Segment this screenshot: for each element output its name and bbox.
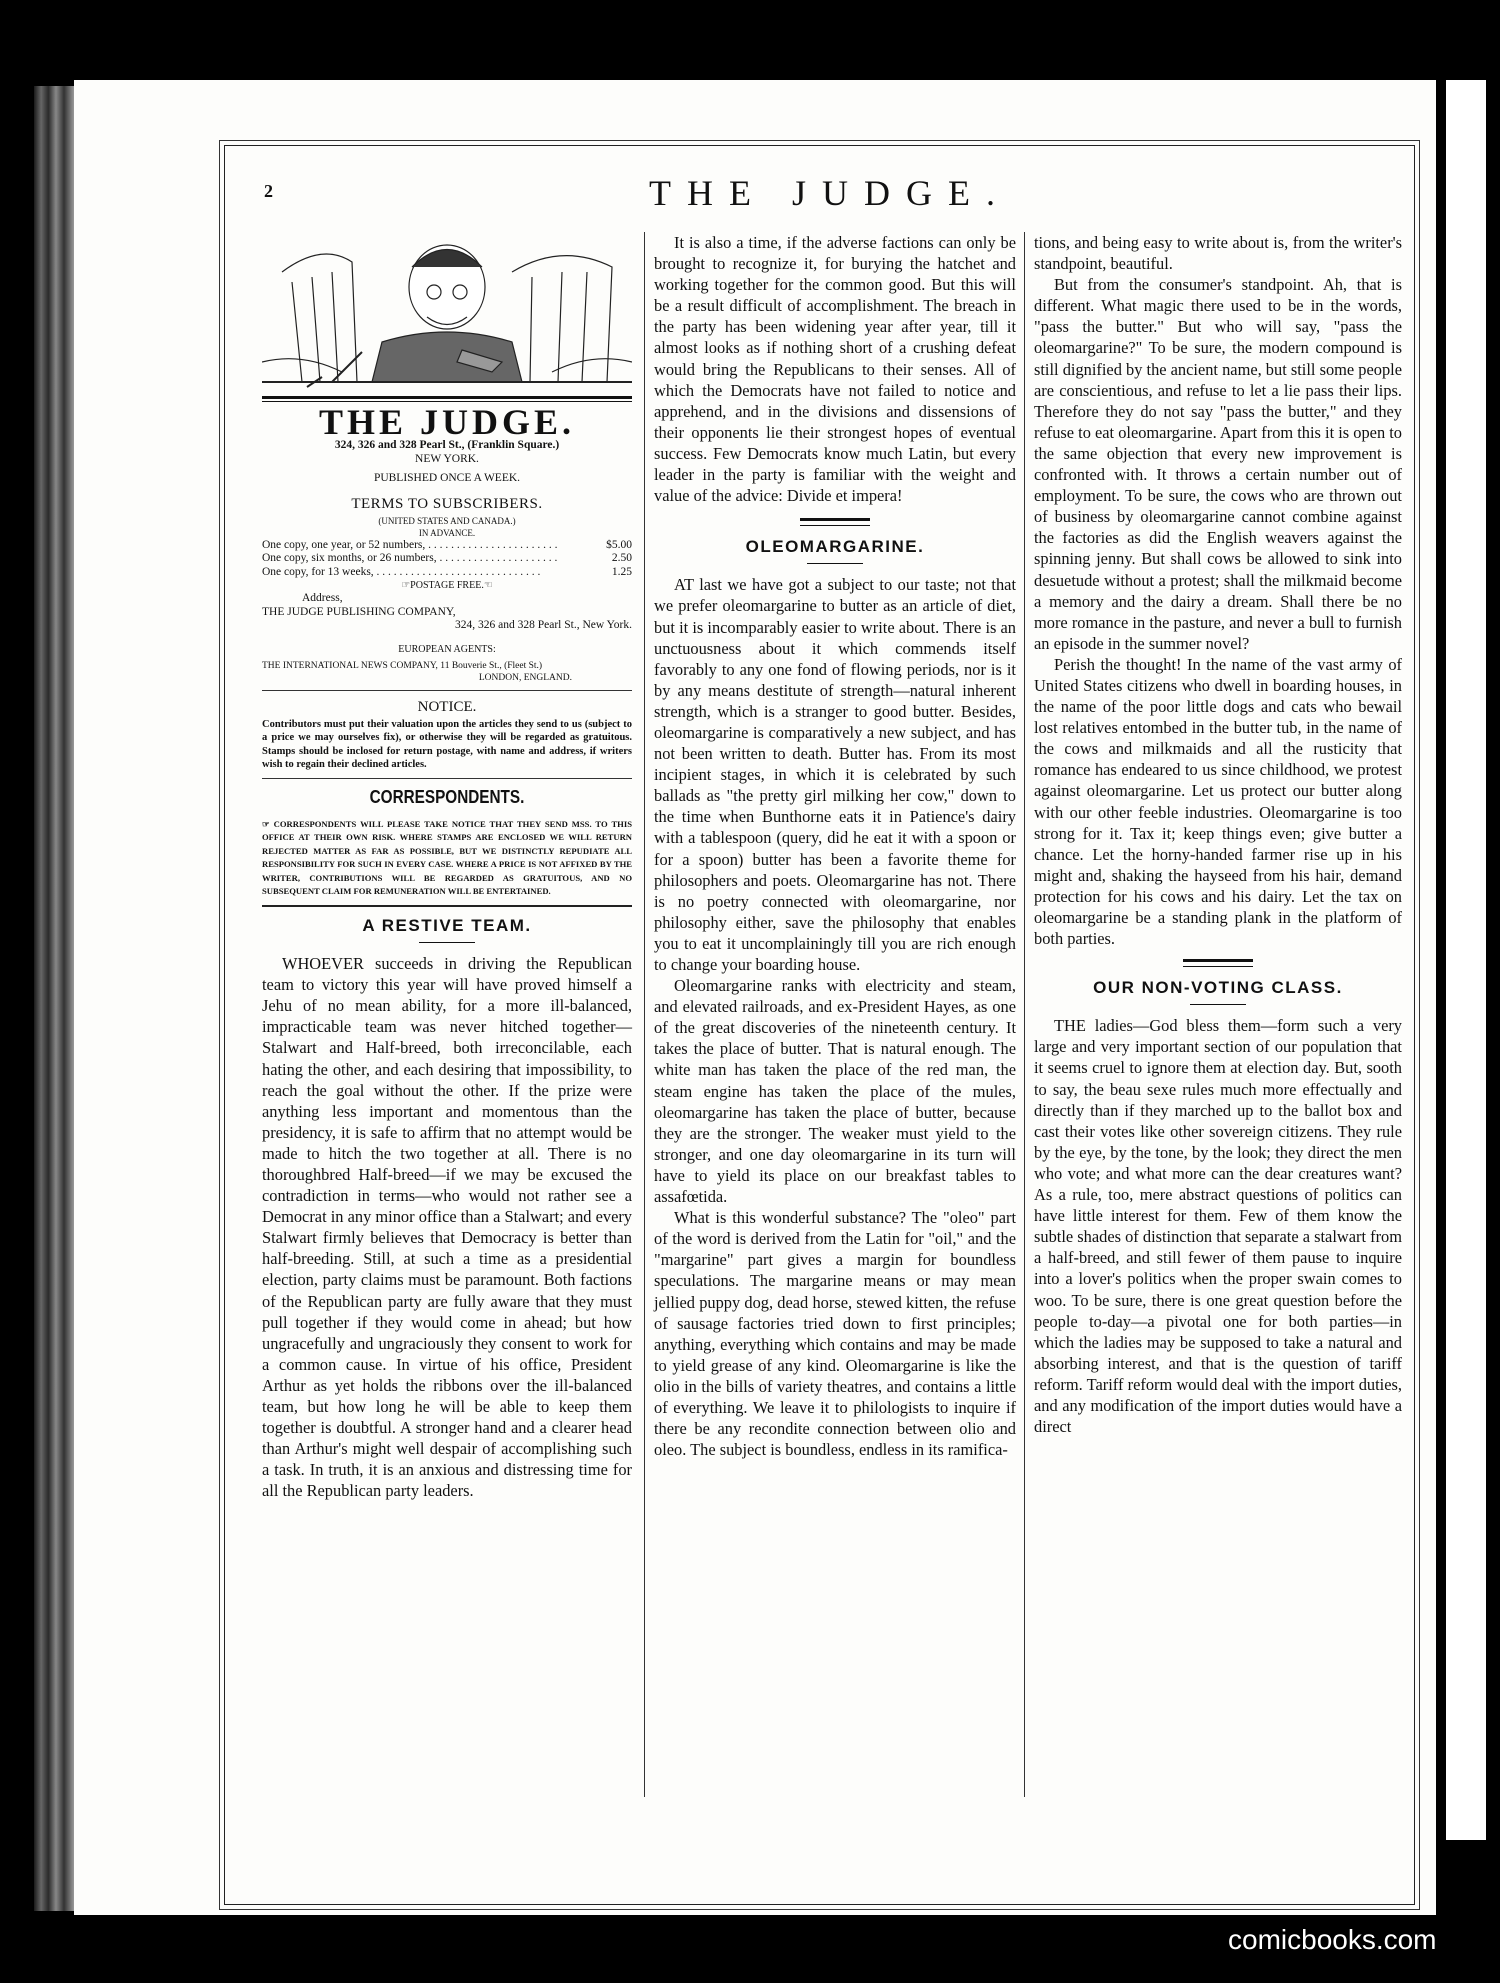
column-3 bbox=[1034, 232, 1402, 1437]
publication-title: THE JUDGE. bbox=[318, 402, 576, 442]
site-watermark: comicbooks.com bbox=[1228, 1924, 1437, 1955]
article-heading-non-voting-class: OUR NON-VOTING CLASS. bbox=[1093, 978, 1343, 998]
divider bbox=[807, 563, 863, 564]
divider bbox=[1183, 959, 1253, 967]
column-1 bbox=[262, 232, 632, 1502]
agents-name: THE INTERNATIONAL NEWS COMPANY, 11 Bouverie St., (Fleet St.) bbox=[262, 660, 543, 671]
divider bbox=[419, 942, 475, 943]
judge-illustration bbox=[262, 232, 632, 394]
terms-heading: TERMS TO SUBSCRIBERS. bbox=[351, 495, 543, 512]
company-name: THE JUDGE PUBLISHING COMPANY, bbox=[262, 605, 456, 618]
correspondents-heading: CORRESPONDENTS. bbox=[369, 786, 525, 807]
terms-advance: IN ADVANCE. bbox=[418, 527, 476, 538]
postage-note: ☞POSTAGE FREE.☜ bbox=[401, 580, 493, 592]
oleomargarine-paragraph: AT last we have got a subject to our taste; not that we prefer oleomargarine to butter as an article of diet, but it is incomparably easier to write about. There is an unctuousness about it which commends itself favorably to any one fond of flowing periods, nor is it by any means destitute of strength—natural inherent strength, which is a stranger to good butter. Besides, oleomargarine is comparatively a new subject, and has not been written to death. Butter has. From its most incipient stages, in which it is celebrated by such ballads as "the pretty girl milking her cow," down to the time when Bunthorne eats it in Patience's dairy with a tablespoon (query, did he eat it with a spoon or for a spoon) butter has been a favorite theme for philosophers and poets. Oleomargarine has not. There is no poetry connected with oleomargarine, nor philosophy either, save the philosophy that enables you to eat it uncomplainingly till you are rich enough to change your boarding house. bbox=[654, 575, 1016, 974]
rate-row: One copy, for 13 weeks, . . . . . . . . . . . . . . . . . . . . . . . . . . . . . 1.25 bbox=[262, 565, 632, 578]
article-heading-oleomargarine: OLEOMARGARINE. bbox=[745, 537, 925, 557]
non-voting-paragraph: THE ladies—God bless them—form such a very large and very important section of our population that it seems cruel to ignore them at election day. But, sooth to say, the beau sexe rules much more effectually and directly than if they marched up to the ballot box and cast their votes like other sovereign citizens. They rule by the eye, by the tone, by the look; they direct the men who vote; and what more can the dear creatures want? As a rule, too, mere abstract questions of politics can have little interest for them. Few of them know the subtle shades of distinction that separate a stalwart from a half-breed, and still fewer of them pause to inquire into a lover's politics when the proper swain comes to woo. To be sure, there is one great question before the people to-day—a pivotal one for both parties—in which the ladies may be supposed to take a natural and absorbing interest, and that is the question of tariff reform. Tariff reform would deal with the import duties, and any modification of the import duties would have a direct bbox=[1034, 1016, 1402, 1437]
next-page-edge bbox=[1446, 80, 1486, 1840]
article-body-continued: It is also a time, if the adverse factions can only be brought to recognize it, for burying the hatchet and working together for the common good. But this will be a result difficult of accomplishment. The breach in the party has been widening year after year, till it almost looks as if nothing short of a crushing defeat would bring the Republicans to their senses. All of which the Democrats have not failed to notice and apprehend, and in the divisions and dissensions of their opponents lie their strongest hopes of eventual success. Few Democrats know much Latin, but every leader in the party is familiar with the weight and value of the advice: Divide et impera! bbox=[654, 233, 1016, 506]
company-address: 324, 326 and 328 Pearl St., New York. bbox=[455, 619, 632, 632]
oleomargarine-paragraph: Perish the thought! In the name of the vast army of United States citizens who dwell in boarding houses, in the name of the poor little dogs and cats who bewail lost relatives entombed in the butter tub, in the name of the cows and milkmaids and all the rusticity that romance has endeared to us since childhood, we protest against oleomargarine. Let us protect our butter along with our other feeble industries. Oleomargarine is too strong for it. Tax it; keep things even; give butter a chance. Let the horny-handed farmer rise up in his might and, shaking the hayseed from his hair, demand protection for his cows and his dairy. Let the tax on oleomargarine be a standing plank in the platform of both parties. bbox=[1034, 654, 1402, 949]
rate-row: One copy, one year, or 52 numbers, . . . . . . . . . . . . . . . . . . . . . . . $5.00 bbox=[262, 538, 632, 551]
page-number: 2 bbox=[264, 181, 273, 201]
notice-text: Contributors must put their valuation upon the articles they send to us (subject to a price we may ourselves fix), or otherwise they will be regarded as gratuitous. Stamps should be inclosed for return postage, with name and address, if writers wish to regain their declined articles. bbox=[262, 718, 632, 771]
article-body-restive-team: WHOEVER succeeds in driving the Republican team to victory this year will have proved himself a Jehu of no mean ability, for a more ill-balanced, impracticable team was never hitched together—Stalwart and Half-breed, both irreconcilable, each hating the other, and each desiring that impossibility, to reach the goal without the other. If the prize were anything less important and momentous than the presidency, it is safe to affirm that no attempt would be made to hitch the two together at all. There is no thoroughbred Half-breed—if we may be excused the contradiction in terms—who would not rather see a Democrat in any minor office than a Stalwart; and every Stalwart firmly believes that Democracy is better than half-breeding. Still, at such a time as a presidential election, party claims must be paramount. Both factions of the Republican party are fully aware that they must pull together if they would come in ahead; but how ungracefully and ungraciously they consent to work for a common cause. In virtue of his office, President Arthur as yet holds the ribbons over the ill-balanced team, but how long he will be able to keep them together is doubtful. A stronger hand and a clearer head than Arthur's might well despair of accomplishing such a task. In truth, it is an anxious and distressing time for all the Republican party leaders. bbox=[262, 954, 632, 1501]
address-label: Address, bbox=[302, 592, 343, 605]
oleomargarine-paragraph: But from the consumer's standpoint. Ah, that is different. What magic there used to be in the words, "pass the butter." But who will say, "pass the oleomargarine?" To be sure, the modern compound is still dignified by the ancient name, but still some people are conscientious, and refuse to let a lie pass their lips. Therefore they do not say "pass the butter," and they refuse to eat oleomargarine. Apart from this it is open to the same objection that every new improvement is confronted with. It throws a certain number out of employment. To be sure, the cows who are thrown out of business by oleomargarine cannot combine against the factories as did the English weavers against the spinning jenny. But shall cows be allowed to sink into desuetude without a protest; shall the milkmaid become a memory and the dairy a dream. Shall there be no more romance in the pasture, and never a bull to furnish an episode in the summer novel? bbox=[1034, 275, 1402, 653]
agents-city: LONDON, ENGLAND. bbox=[478, 672, 572, 683]
oleomargarine-paragraph: What is this wonderful substance? The "oleo" part of the word is derived from the Latin for "oil," and the "margarine" part gives a margin for boundless speculations. The margarine means or may mean jellied puppy dog, dead horse, stewed kitten, the refuse of sausage factories tried down to first principles; anything, everything which contains and may be made to yield grease of any kind. Oleomargarine is like the olio in the bills of variety theatres, and contains a little of everything. We leave it to philologists to inquire if there be any recondite connection between olio and oleo. The subject is boundless, endless in its ramifica- bbox=[654, 1208, 1016, 1460]
agents-heading: EUROPEAN AGENTS: bbox=[398, 643, 496, 655]
oleomargarine-paragraph: tions, and being easy to write about is, from the writer's standpoint, beautiful. bbox=[1034, 233, 1402, 274]
divider bbox=[262, 690, 632, 691]
publisher-address: 324, 326 and 328 Pearl St., (Franklin Square.) bbox=[334, 439, 560, 452]
column-2 bbox=[654, 232, 1016, 1460]
column-rule-1 bbox=[644, 232, 645, 1797]
column-rule-2 bbox=[1024, 232, 1025, 1797]
rate-row: One copy, six months, or 26 numbers, . . . . . . . . . . . . . . . . . . . . . 2.50 bbox=[262, 552, 632, 565]
correspondents-text: ☞ CORRESPONDENTS WILL PLEASE TAKE NOTICE THAT THEY SEND MSS. TO THIS OFFICE AT THEIR OWN RISK. WHERE STAMPS ARE ENCLOSED WE WILL RETURN REJECTED MATTER AS FAR AS POSSIBLE, BUT WE DISTINCTLY REPUDIATE ALL RESPONSIBILITY FOR SUCH IN EVERY CASE. WHERE A PRICE IS NOT AFFIXED BY THE WRITER, CONTRIBUTIONS WILL BE REGARDED AS GRATUITOUS, AND NO SUBSEQUENT CLAIM FOR REMUNERATION WILL BE ENTERTAINED. bbox=[262, 818, 632, 897]
divider bbox=[262, 905, 632, 907]
divider bbox=[1190, 1004, 1246, 1005]
terms-region: (UNITED STATES AND CANADA.) bbox=[378, 515, 516, 526]
page-masthead: THE JUDGE. bbox=[649, 173, 1011, 213]
article-heading-restive-team: A RESTIVE TEAM. bbox=[362, 915, 532, 935]
book-binding bbox=[34, 86, 74, 1911]
publication-frequency: PUBLISHED ONCE A WEEK. bbox=[373, 472, 521, 485]
oleomargarine-paragraph: Oleomargarine ranks with electricity and steam, and elevated railroads, and ex-President Hayes, as one of the great discoveries of the nineteenth century. It takes the place of butter. That is natural enough. The white man has taken the place of the red man, the steam engine has taken the place of the mules, oleomargarine has taken the place of butter, because they are the stronger. The weaker must yield to the stronger, and one day oleomargarine in its turn will have to yield its place on our breakfast tables to assafœtida. bbox=[654, 976, 1016, 1207]
divider bbox=[800, 518, 870, 526]
publisher-city: NEW YORK. bbox=[415, 452, 479, 465]
notice-heading: NOTICE. bbox=[417, 698, 477, 715]
divider bbox=[262, 778, 632, 779]
